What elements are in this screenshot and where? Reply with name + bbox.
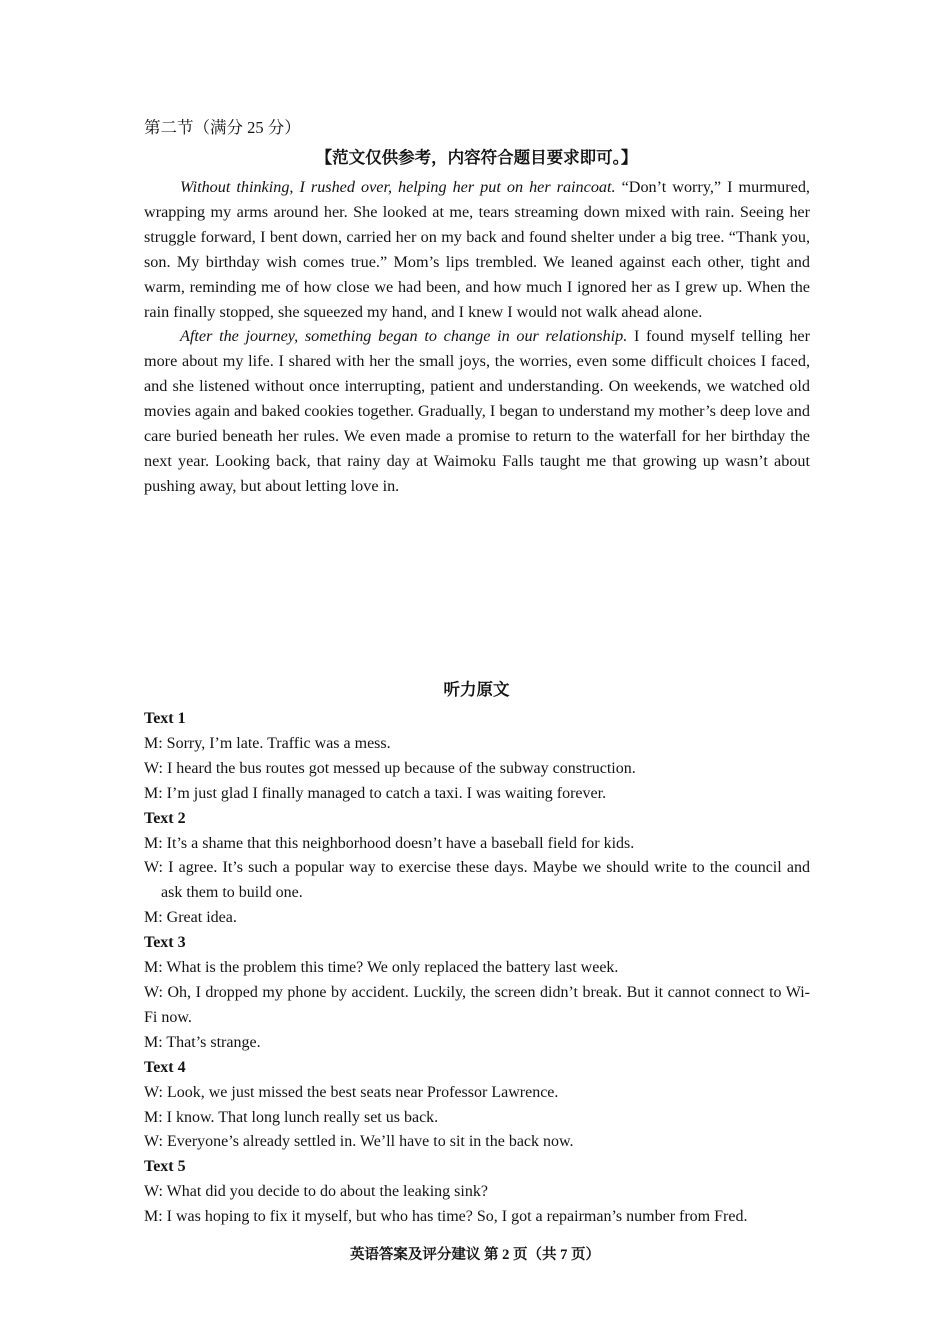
dialogue-line: M: Sorry, I’m late. Traffic was a mess.: [144, 734, 391, 752]
text-1-label: Text 1: [144, 710, 186, 727]
essay-paragraph-2: [144, 324, 810, 498]
paragraph-2-opening: After the journey, something began to change in our relationship.: [180, 327, 628, 346]
dialogue-line: W: Look, we just missed the best seats near Professor Lawrence.: [144, 1083, 559, 1101]
dialogue-line: M: I was hoping to fix it myself, but who has time? So, I got a repairman’s number from Fred.: [144, 1208, 748, 1226]
paragraph-1-opening: Without thinking, I rushed over, helping her put on her raincoat.: [180, 178, 616, 196]
dialogue-line: M: Great idea.: [144, 909, 237, 927]
page-footer: 英语答案及评分建议 第 2 页（共 7 页）: [349, 1247, 601, 1263]
listening-title: 听力原文: [443, 680, 510, 699]
dialogue-line: M: I know. That long lunch really set us back.: [144, 1108, 439, 1126]
reference-note: 【范文仅供参考，内容符合题目要求即可。】: [315, 148, 638, 167]
text-2-label: Text 2: [144, 809, 186, 827]
text-3-label: Text 3: [144, 934, 186, 952]
paragraph-1-body: “Don’t worry,” I murmured, wrapping my arms around her. She looked at me, tears streaming down mixed with rain. Seeing her struggle forward, I bent down, carried her on my back and found shelter under a big tree. “Thank you, son. My birthday wish comes true.” Mom’s lips trembled. We leaned against each other, tight and warm, reminding me of how close we had been, and how much I ignored her as I grew up. When the rain finally stopped, she squeezed my hand, and I knew I would not walk ahead alone.: [144, 178, 810, 321]
dialogue-line: M: I’m just glad I finally managed to catch a taxi. I was waiting forever.: [144, 784, 607, 802]
dialogue-line: M: It’s a shame that this neighborhood doesn’t have a baseball field for kids.: [144, 834, 635, 852]
listening-transcript: [144, 707, 810, 1230]
dialogue-line: M: That’s strange.: [144, 1033, 261, 1051]
model-essay: [144, 175, 810, 499]
text-5-label: Text 5: [144, 1158, 186, 1176]
dialogue-line: W: What did you decide to do about the leaking sink?: [144, 1183, 488, 1201]
section-heading: 第二节（满分 25 分）: [144, 118, 301, 137]
dialogue-line: M: What is the problem this time? We only replaced the battery last week.: [144, 959, 619, 977]
paragraph-2-body: I found myself telling her more about my life. I shared with her the small joys, the worries, even some difficult choices I faced, and she listened without once interrupting, patient and understanding. On weekends, we watched old movies again and baked cookies together. Gradually, I began to understand my mother’s deep love and care buried beneath her rules. We even made a promise to return to the waterfall for her birthday the next year. Looking back, that rainy day at Waimoku Falls taught me that growing up wasn’t about pushing away, but about letting love in.: [144, 327, 810, 495]
dialogue-line: W: Oh, I dropped my phone by accident. Luckily, the screen didn’t break. But it cannot connect to Wi-Fi now.: [144, 983, 810, 1026]
dialogue-line: W: I heard the bus routes got messed up because of the subway construction.: [144, 759, 636, 777]
essay-paragraph-1: [144, 175, 810, 324]
dialogue-line: W: I agree. It’s such a popular way to exercise these days. Maybe we should write to the council and ask them to build one.: [144, 859, 810, 902]
dialogue-line: W: Everyone’s already settled in. We’ll have to sit in the back now.: [144, 1133, 574, 1151]
text-4-label: Text 4: [144, 1058, 186, 1076]
